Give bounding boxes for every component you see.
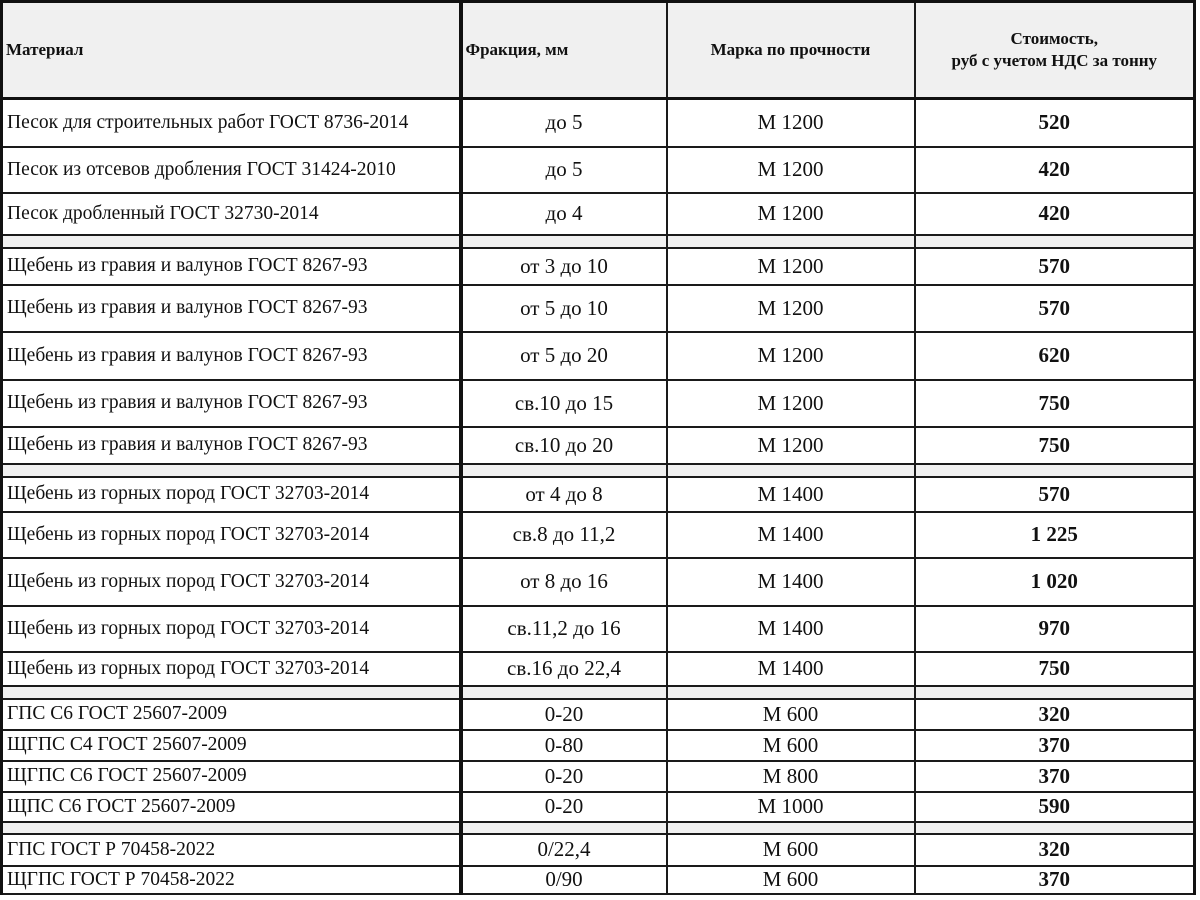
price-cell: 320: [915, 834, 1195, 866]
table-row: [2, 699, 1195, 730]
fraction-cell: св.10 до 20: [461, 427, 667, 464]
grade-cell: М 1200: [667, 285, 915, 332]
price-cell: 570: [915, 285, 1195, 332]
material-cell: Щебень из гравия и валунов ГОСТ 8267-93: [2, 427, 461, 464]
grade-cell: М 600: [667, 834, 915, 866]
grade-cell: М 600: [667, 730, 915, 761]
fraction-cell: 0/22,4: [461, 834, 667, 866]
table-row: [2, 248, 1195, 285]
separator-cell: [461, 686, 667, 699]
fraction-cell: от 4 до 8: [461, 477, 667, 512]
grade-cell: М 600: [667, 699, 915, 730]
fraction-cell: 0-80: [461, 730, 667, 761]
material-cell: Щебень из гравия и валунов ГОСТ 8267-93: [2, 248, 461, 285]
separator-cell: [915, 464, 1195, 477]
material-cell: Щебень из гравия и валунов ГОСТ 8267-93: [2, 285, 461, 332]
separator-cell: [915, 235, 1195, 248]
table-body: [2, 99, 1195, 894]
header-material: Материал: [2, 2, 461, 99]
table-row: [2, 427, 1195, 464]
header-price-line1: Стоимость,: [1010, 29, 1098, 48]
fraction-cell: до 5: [461, 147, 667, 193]
price-cell: 1 020: [915, 558, 1195, 606]
table-row: [2, 193, 1195, 235]
header-fraction: Фракция, мм: [461, 2, 667, 99]
fraction-cell: 0-20: [461, 761, 667, 792]
material-cell: ЩГПС С4 ГОСТ 25607-2009: [2, 730, 461, 761]
separator-cell: [461, 822, 667, 834]
table-row: [2, 332, 1195, 380]
separator-cell: [667, 464, 915, 477]
separator-cell: [915, 686, 1195, 699]
group-separator-row: [2, 464, 1195, 477]
material-cell: Щебень из горных пород ГОСТ 32703-2014: [2, 606, 461, 652]
price-cell: 750: [915, 427, 1195, 464]
table-row: [2, 792, 1195, 822]
group-separator-row: [2, 822, 1195, 834]
material-cell: Песок дробленный ГОСТ 32730-2014: [2, 193, 461, 235]
separator-cell: [461, 464, 667, 477]
fraction-cell: от 3 до 10: [461, 248, 667, 285]
table-row: [2, 761, 1195, 792]
material-cell: Песок для строительных работ ГОСТ 8736-2014: [2, 99, 461, 147]
material-cell: Щебень из гравия и валунов ГОСТ 8267-93: [2, 380, 461, 427]
group-separator-row: [2, 235, 1195, 248]
table-row: [2, 477, 1195, 512]
fraction-cell: св.11,2 до 16: [461, 606, 667, 652]
material-cell: ГПС ГОСТ Р 70458-2022: [2, 834, 461, 866]
grade-cell: М 1000: [667, 792, 915, 822]
material-cell: Щебень из горных пород ГОСТ 32703-2014: [2, 652, 461, 686]
table-row: [2, 652, 1195, 686]
table-row: [2, 512, 1195, 558]
fraction-cell: до 5: [461, 99, 667, 147]
material-cell: Щебень из горных пород ГОСТ 32703-2014: [2, 512, 461, 558]
separator-cell: [667, 235, 915, 248]
fraction-cell: от 8 до 16: [461, 558, 667, 606]
table-row: [2, 147, 1195, 193]
price-cell: 370: [915, 730, 1195, 761]
separator-cell: [2, 235, 461, 248]
price-cell: 970: [915, 606, 1195, 652]
separator-cell: [2, 686, 461, 699]
price-cell: 570: [915, 477, 1195, 512]
fraction-cell: от 5 до 10: [461, 285, 667, 332]
table-row: [2, 866, 1195, 894]
separator-cell: [915, 822, 1195, 834]
price-cell: 750: [915, 652, 1195, 686]
price-cell: 750: [915, 380, 1195, 427]
grade-cell: М 800: [667, 761, 915, 792]
price-cell: 420: [915, 193, 1195, 235]
grade-cell: М 600: [667, 866, 915, 894]
grade-cell: М 1200: [667, 380, 915, 427]
material-cell: Щебень из гравия и валунов ГОСТ 8267-93: [2, 332, 461, 380]
fraction-cell: св.10 до 15: [461, 380, 667, 427]
fraction-cell: от 5 до 20: [461, 332, 667, 380]
grade-cell: М 1400: [667, 558, 915, 606]
grade-cell: М 1200: [667, 248, 915, 285]
separator-cell: [2, 464, 461, 477]
table-row: [2, 606, 1195, 652]
table-row: [2, 558, 1195, 606]
fraction-cell: 0-20: [461, 792, 667, 822]
material-cell: ЩПС С6 ГОСТ 25607-2009: [2, 792, 461, 822]
grade-cell: М 1200: [667, 427, 915, 464]
grade-cell: М 1400: [667, 606, 915, 652]
price-cell: 320: [915, 699, 1195, 730]
table-row: [2, 834, 1195, 866]
grade-cell: М 1400: [667, 512, 915, 558]
fraction-cell: 0-20: [461, 699, 667, 730]
separator-cell: [2, 822, 461, 834]
separator-cell: [667, 822, 915, 834]
price-cell: 420: [915, 147, 1195, 193]
price-cell: 1 225: [915, 512, 1195, 558]
group-separator-row: [2, 686, 1195, 699]
table-row: [2, 99, 1195, 147]
grade-cell: М 1200: [667, 147, 915, 193]
fraction-cell: до 4: [461, 193, 667, 235]
material-cell: Щебень из горных пород ГОСТ 32703-2014: [2, 558, 461, 606]
table-row: [2, 380, 1195, 427]
price-cell: 590: [915, 792, 1195, 822]
material-cell: ЩГПС ГОСТ Р 70458-2022: [2, 866, 461, 894]
header-price: [915, 2, 1195, 99]
price-cell: 520: [915, 99, 1195, 147]
grade-cell: М 1400: [667, 652, 915, 686]
price-cell: 370: [915, 866, 1195, 894]
material-cell: Щебень из горных пород ГОСТ 32703-2014: [2, 477, 461, 512]
material-cell: Песок из отсевов дробления ГОСТ 31424-2010: [2, 147, 461, 193]
price-cell: 570: [915, 248, 1195, 285]
grade-cell: М 1400: [667, 477, 915, 512]
grade-cell: М 1200: [667, 99, 915, 147]
separator-cell: [667, 686, 915, 699]
price-cell: 370: [915, 761, 1195, 792]
grade-cell: М 1200: [667, 332, 915, 380]
fraction-cell: св.16 до 22,4: [461, 652, 667, 686]
material-cell: ГПС С6 ГОСТ 25607-2009: [2, 699, 461, 730]
header-grade: Марка по прочности: [667, 2, 915, 99]
header-price-line2: руб с учетом НДС за тонну: [951, 51, 1158, 70]
fraction-cell: 0/90: [461, 866, 667, 894]
material-cell: ЩГПС С6 ГОСТ 25607-2009: [2, 761, 461, 792]
price-cell: 620: [915, 332, 1195, 380]
header-row: [2, 2, 1195, 99]
table-row: [2, 285, 1195, 332]
grade-cell: М 1200: [667, 193, 915, 235]
separator-cell: [461, 235, 667, 248]
fraction-cell: св.8 до 11,2: [461, 512, 667, 558]
table-row: [2, 730, 1195, 761]
